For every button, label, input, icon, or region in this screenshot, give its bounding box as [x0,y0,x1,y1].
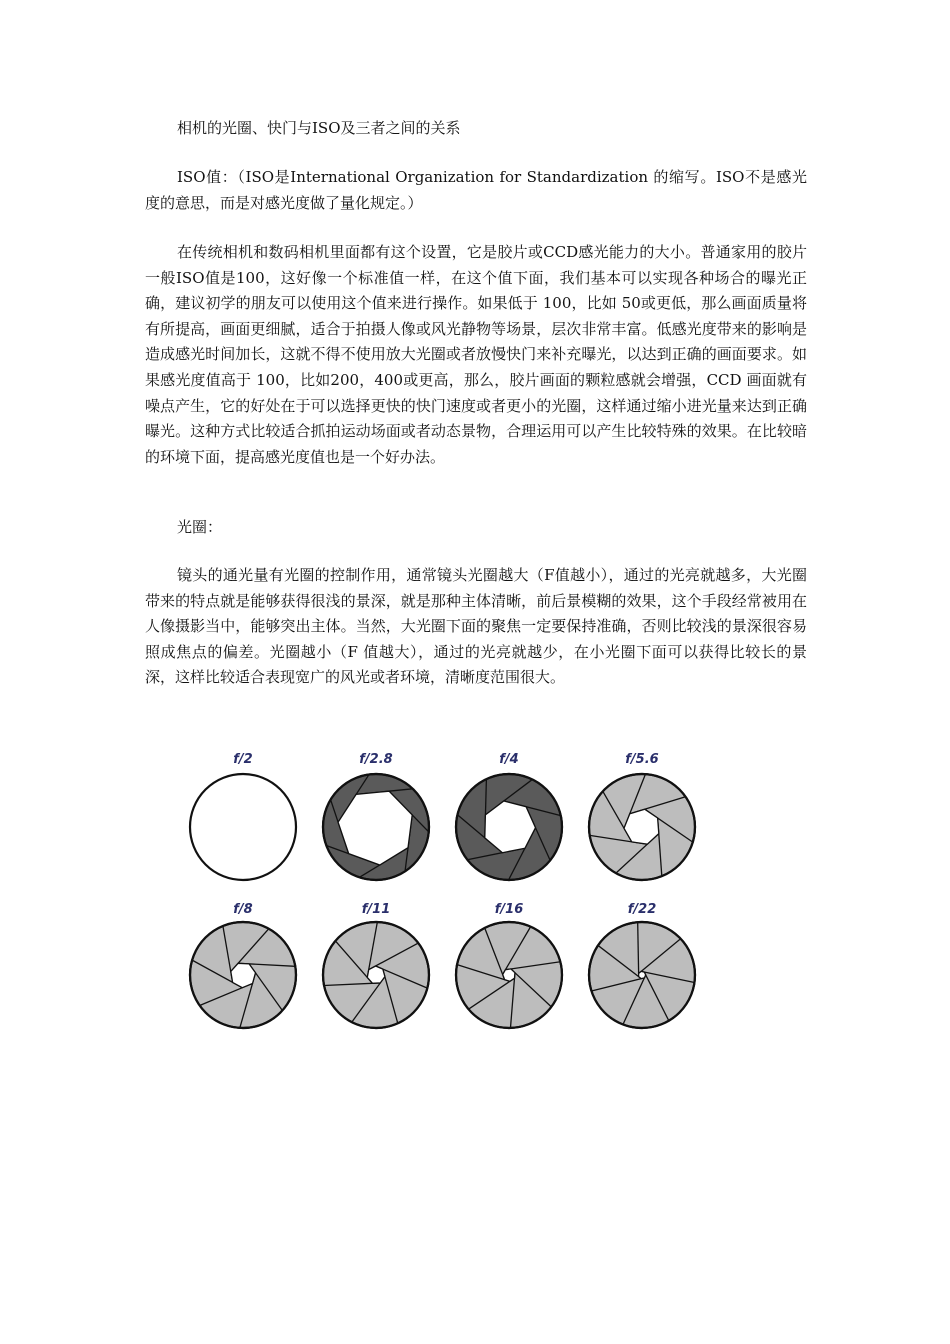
f-stop-label: f/2 [233,752,253,767]
aperture-diagram [177,747,708,1038]
aperture-f-4 [456,752,562,880]
aperture-heading: 光圈： [177,518,223,536]
aperture-f-2 [190,752,296,880]
lens-ring [190,774,296,880]
f-stop-label: f/8 [233,902,253,917]
aperture-paragraph: 镜头的通光量有光圈的控制作用，通常镜头光圈越大（F值越小），通过的光亮就越多，大光圈带来的特点就是能够获得很浅的景深，就是那种主体清晰，前后景模糊的效果，这个手段经常被用在人像摄影当中，能够突出主体。当然，大光圈下面的聚焦一定要保持准确，否则比较浅的景深很容易照成焦点的偏差。光圈越小（F 值越大），通过的光亮就越少，在小光圈下面可以获得比较长的景深，这样比较适合表现宽广的风光或者环境，清晰度范围很大。 [145,566,807,687]
aperture-f-8 [190,902,296,1028]
aperture-opening [367,966,385,983]
aperture-f-22 [589,902,695,1028]
f-stop-label: f/22 [627,902,657,917]
aperture-f-16 [456,902,562,1028]
sensitivity-paragraph: 在传统相机和数码相机里面都有这个设置，它是胶片或CCD感光能力的大小。普通家用的胶片一般ISO值是100，这好像一个标准值一样，在这个值下面，我们基本可以实现各种场合的曝光正确，建议初学的朋友可以使用这个值来进行操作。如果低于 100，比如 50或更低，那么画面质量将有所提高，画面更细腻，适合于拍摄人像或风光静物等场景，层次非常丰富。低感光度带来的影响是造成感光时间加长，这就不得不使用放大光圈或者放慢快门来补充曝光，以达到正确的画面要求。如果感光度值高于 100，比如200，400或更高，那么，胶片画面的颗粒感就会增强，CCD 画面就有噪点产生，它的好处在于可以选择更快的快门速度或者更小的光圈，这样通过缩小进光量来达到正确曝光。这种方式比较适合抓拍运动场面或者动态景物，合理运用可以产生比较特殊的效果。在比较暗的环境下面，提高感光度值也是一个好办法。 [145,243,807,466]
f-stop-label: f/4 [499,752,519,767]
aperture-opening [639,971,646,978]
aperture-opening [231,963,256,987]
f-stop-label: f/11 [361,902,391,917]
iso-definition-paragraph: ISO值：（ISO是International Organization for Standardization 的缩写。ISO不是感光度的意思，而是对感光度做了量化规定。） [145,168,807,212]
f-stop-label: f/5.6 [625,752,659,767]
f-stop-label: f/16 [494,902,524,917]
aperture-f-11 [323,902,429,1028]
aperture-opening [503,969,515,981]
document-title: 相机的光圈、快门与ISO及三者之间的关系 [177,119,461,137]
f-stop-label: f/2.8 [359,752,393,767]
aperture-f-2_8 [323,752,429,880]
aperture-f-5_6 [589,752,695,880]
